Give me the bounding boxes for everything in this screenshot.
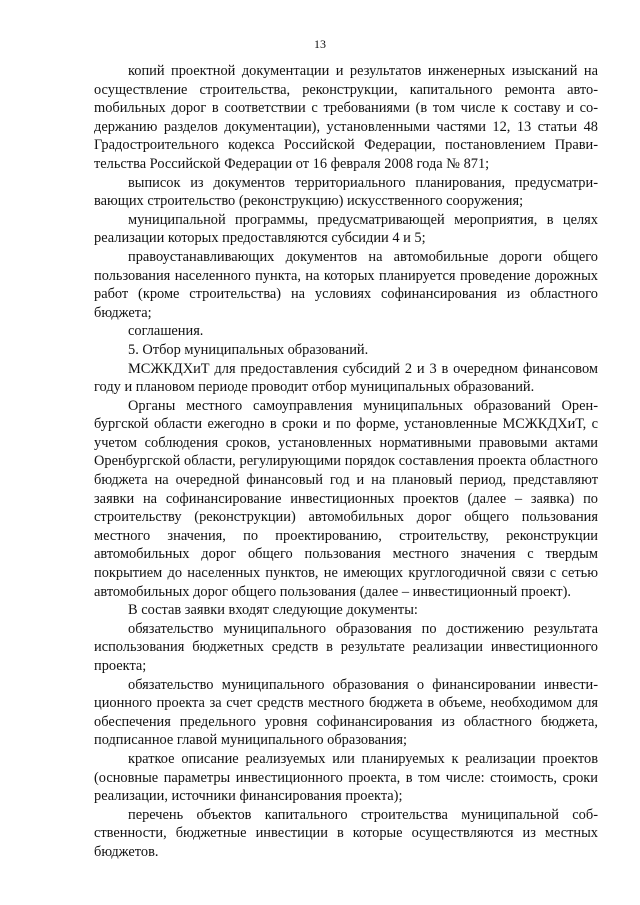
paragraph-result-obligation: обязательство муниципального образования по достижению результата использования бюджетных средств в результате реализации инвестиционного проекта; — [94, 620, 598, 674]
paragraph-title-documents: правоустанавливающих документов на автомобильные дороги общего пользования населенного пункта, на которых планируется проведение дорожных работ (кроме строительства) на условиях софинансирования из областного бюджета; — [94, 248, 598, 321]
paragraph-territorial-planning: выписок из документов территориального планирования, предусматривающих строительство (реконструкцию) искусственного сооружения; — [94, 174, 598, 210]
paragraph-capital-objects-list: перечень объектов капитального строительства муниципальной собственности, бюджетные инвестиции в которые осуществляются из местных бюджетов. — [94, 806, 598, 860]
paragraph-project-description: краткое описание реализуемых или планируемых к реализации проектов (основные параметры инвестиционного проекта, в том числе: стоимость, сроки реализации, источники финансирования проекта); — [94, 750, 598, 805]
paragraph-municipal-program: муниципальной программы, предусматривающей мероприятия, в целях реализации которых предоставляются субсидии 4 и 5; — [94, 211, 598, 247]
paragraph-financing-obligation: обязательство муниципального образования о финансировании инвестиционного проекта за счет средств местного бюджета в объеме, необходимом для обеспечения предельного уровня софинансирования из областного бюджета, подписанное главой муниципального образования; — [94, 676, 598, 749]
paragraph-local-authorities: Органы местного самоуправления муниципальных образований Оренбургской области ежегодно в сроки и по форме, установленные МСЖКДХиТ, с учетом соблюдения сроков, установленных нормативными правовыми актами Оренбургской области, регулирующими порядок составления проекта областного бюджета на очередной финансовый год и на плановый период, представляют заявки на софинансирование инвестиционных проектов (далее – заявка) по строительству (реконструкции) автомобильных дорог общего пользования местного значения, по проектированию, строительству, реконструкции автомобильных дорог общего пользования местного значения с твердым покрытием до населенных пунктов, не имеющих круглогодичной связи с сетью автомобильных дорог общего пользования (далее – инвестиционный проект). — [94, 397, 598, 600]
paragraph-selection-procedure: МСЖКДХиТ для предоставления субсидий 2 и 3 в очередном финансовом году и плановом периоде проводит отбор муниципальных образований. — [94, 360, 598, 396]
section-heading-selection: 5. Отбор муниципальных образований. — [128, 341, 369, 358]
paragraph-application-contents: В состав заявки входят следующие документы: — [128, 602, 418, 619]
page-number: 13 — [314, 37, 326, 51]
document-body — [94, 62, 598, 862]
paragraph-project-documentation: копий проектной документации и результатов инженерных изысканий на осуществление строительства, реконструкции, капитального ремонта автоmобильных дорог в соответствии с требованиями (в том числе к составу и содержанию разделов документации), установленными частями 12, 13 статьи 48 Градостроительного кодекса Российской Федерации, постановлением Правительства Российской Федерации от 16 февраля 2008 года № 871; — [94, 63, 598, 172]
paragraph-agreement: соглашения. — [128, 323, 204, 340]
